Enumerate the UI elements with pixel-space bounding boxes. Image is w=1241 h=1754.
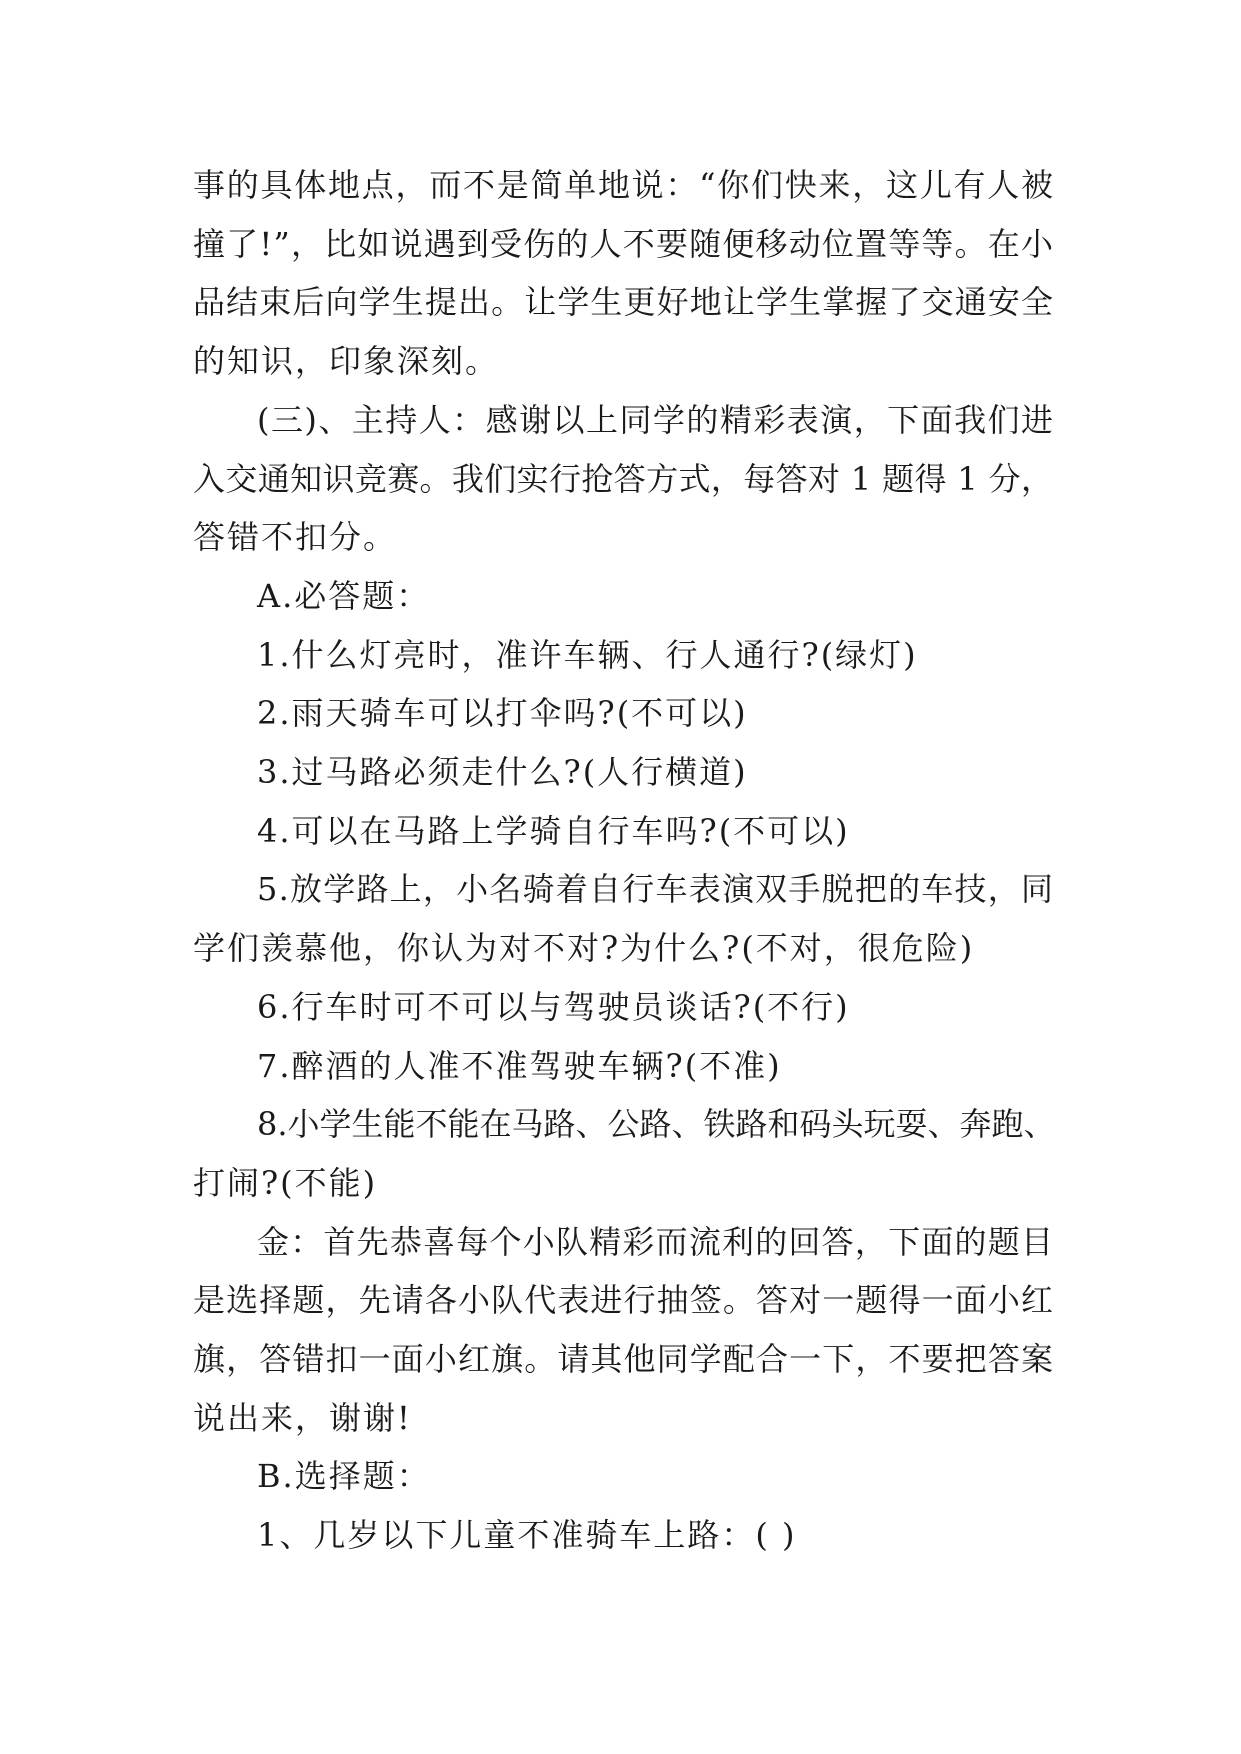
paragraph-p8	[193, 860, 1053, 977]
text-line: 2.雨天骑车可以打伞吗?(不可以)	[257, 694, 748, 733]
paragraph-p13	[193, 1447, 1053, 1506]
paragraph-p1	[193, 156, 1053, 391]
text-line: 学们羡慕他，你认为对不对?为什么?(不对，很危险)	[193, 929, 975, 968]
text-line: A.必答题：	[257, 576, 431, 615]
paragraph-p12	[193, 1213, 1053, 1448]
paragraph-p10	[193, 1037, 1053, 1096]
text-line: 3.过马路必须走什么?(人行横道)	[257, 753, 748, 792]
paragraph-p3	[193, 567, 1053, 626]
text-line: 1.什么灯亮时，准许车辆、行人通行?(绿灯)	[257, 635, 918, 674]
text-line: 答错不扣分。	[193, 518, 398, 557]
text-line: B.选择题：	[257, 1457, 431, 1496]
text-line: 入交通知识竞赛。我们实行抢答方式，每答对 1 题得 1 分，	[193, 459, 1054, 498]
paragraph-p5	[193, 684, 1053, 743]
text-line: 1、几岁以下儿童不准骑车上路：( )	[257, 1516, 797, 1555]
text-line: 事的具体地点，而不是简单地说：“你们快来，这儿有人被	[193, 166, 1055, 204]
text-line: 金：首先恭喜每个小队精彩而流利的回答，下面的题目	[257, 1222, 1055, 1261]
paragraph-p6	[193, 743, 1053, 802]
text-line: 说出来，谢谢!	[193, 1398, 412, 1437]
paragraph-p7	[193, 802, 1053, 861]
paragraph-p2	[193, 391, 1053, 567]
text-line: 6.行车时可不可以与驾驶员谈话?(不行)	[257, 987, 850, 1026]
text-line: 5.放学路上，小名骑着自行车表演双手脱把的车技，同	[257, 870, 1055, 909]
document-body	[193, 156, 1056, 1565]
text-line: 的知识，印象深刻。	[193, 342, 500, 381]
text-line: 旗，答错扣一面小红旗。请其他同学配合一下，不要把答案	[193, 1340, 1055, 1379]
text-line: 品结束后向学生提出。让学生更好地让学生掌握了交通安全	[193, 283, 1055, 322]
text-line: 是选择题，先请各小队代表进行抽签。答对一题得一面小红	[193, 1281, 1055, 1320]
text-line: 打闹?(不能)	[193, 1163, 378, 1202]
text-line: 8.小学生能不能在马路、公路、铁路和码头玩耍、奔跑、	[257, 1105, 1056, 1144]
paragraph-p14	[193, 1506, 1053, 1565]
text-line: (三)、主持人：感谢以上同学的精彩表演，下面我们进	[257, 400, 1055, 439]
paragraph-p4	[193, 626, 1053, 685]
paragraph-p9	[193, 978, 1053, 1037]
text-line: 撞了!”，比如说遇到受伤的人不要随便移动位置等等。在小	[193, 224, 1055, 263]
text-line: 4.可以在马路上学骑自行车吗?(不可以)	[257, 811, 850, 850]
text-line: 7.醉酒的人准不准驾驶车辆?(不准)	[257, 1046, 782, 1085]
paragraph-p11	[193, 1095, 1056, 1212]
